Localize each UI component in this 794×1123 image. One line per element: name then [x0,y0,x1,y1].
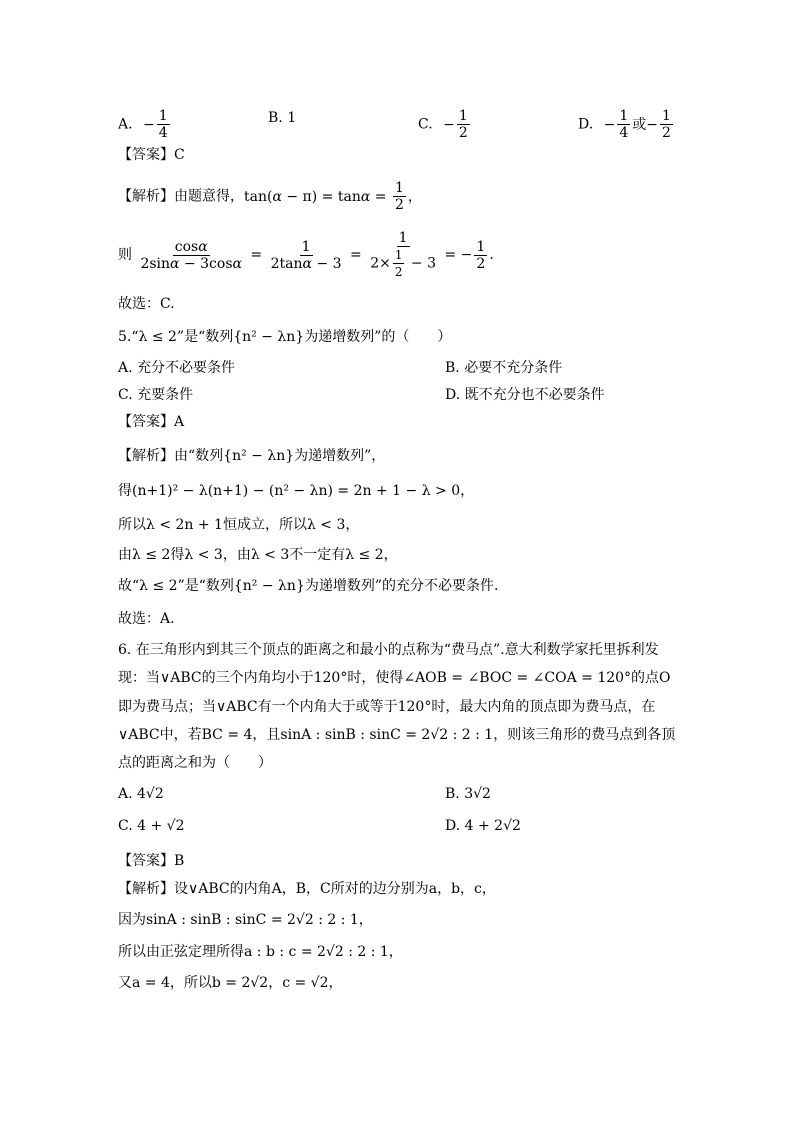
q6-option-c: C. 4 + √2 [118,818,185,834]
option-text: − $\frac{1}{2}$ [443,108,468,141]
q4-analysis-line2: 则 $\frac{\cos\alpha}{2\sin\alpha - 3\cos\alpha}$ = $\frac{1}{2\tan\alpha - 3}$ = 1 2× $\frac{1}{2}$ − 3 = − $\frac{1}{2}$ . [118,230,494,279]
q6-analysis-line3: 所以由正弦定理所得a : b : c = 2√2 : 2 : 1， [118,944,403,960]
q5-option-a: A. 充分不必要条件 [118,360,236,376]
q5-analysis-line4: 由λ ≤ 2得λ < 3，由λ < 3不一定有λ ≤ 2， [118,547,398,563]
q6-stem-line5: 点的距离之和为（ ） [118,755,272,771]
option-label: A. [118,116,133,133]
q5-analysis-line3: 所以λ < 2n + 1恒成立，所以λ < 3， [118,517,360,533]
q6-stem-line1: 6. 在三角形内到其三个顶点的距离之和最小的点称为“费马点”.意大利数学家托里拆利发 [118,642,659,658]
q5-option-d: D. 既不充分也不必要条件 [445,387,605,403]
q5-option-b: B. 必要不充分条件 [445,360,563,376]
q5-analysis-line1: 【解析】由“数列{n² − λn}为递增数列”， [118,448,386,464]
q6-stem-line3: 即为费马点；当∨ABC有一个内角大于或等于120°时，最大内角的顶点即为费马点，在 [118,699,656,715]
option-label: B. [268,110,283,126]
q4-option-d [578,108,675,141]
option-text: − $\frac{1}{4}$ 或− $\frac{1}{2}$ [603,108,671,141]
q6-analysis-line4: 又a = 4，所以b = 2√2，c = √2， [118,975,343,991]
q4-option-c [418,108,472,141]
q6-option-b: B. 3√2 [445,786,491,802]
q6-option-d: D. 4 + 2√2 [445,818,521,834]
q5-analysis-line5: 故“λ ≤ 2”是“数列{n² − λn}为递增数列”的充分不必要条件. [118,578,499,594]
q5-option-c: C. 充要条件 [118,387,194,403]
q5-conclusion: 故选：A. [118,611,175,627]
q5-answer: 【答案】A [118,414,185,430]
q6-option-a: A. 4√2 [118,786,164,802]
q5-analysis-line2: 得(n+1)² − λ(n+1) − (n² − λn) = 2n + 1 − λ > 0， [118,483,475,499]
q5-stem: 5.“λ ≤ 2”是“数列{n² − λn}为递增数列”的（ ） [118,329,452,345]
q6-analysis-line2: 因为sinA : sinB : sinC = 2√2 : 2 : 1， [118,912,373,928]
option-text: 1 [287,110,297,126]
q4-answer: 【答案】C [118,147,185,163]
q6-stem-line2: 现：当∨ABC的三个内角均小于120°时，使得∠AOB = ∠BOC = ∠COA = 120°的点O [118,670,671,686]
option-text: − $\frac{1}{4}$ [143,108,168,141]
q6-answer: 【答案】B [118,853,185,869]
option-label: C. [418,116,433,133]
q4-option-b [268,108,296,128]
q4-conclusion: 故选：C. [118,296,175,312]
option-label: D. [578,116,594,133]
q4-analysis-line1: 【解析】由题意得，tan(α − π) = tanα = $\frac{1}{2}$ ， [118,180,422,213]
q4-option-a [118,108,172,141]
q6-stem-line4: ∨ABC中，若BC = 4，且sinA : sinB : sinC = 2√2 : 2 : 1，则该三角形的费马点到各顶 [118,727,676,743]
q6-analysis-line1: 【解析】设∨ABC的内角A，B，C所对的边分别为a，b，c， [118,881,496,897]
